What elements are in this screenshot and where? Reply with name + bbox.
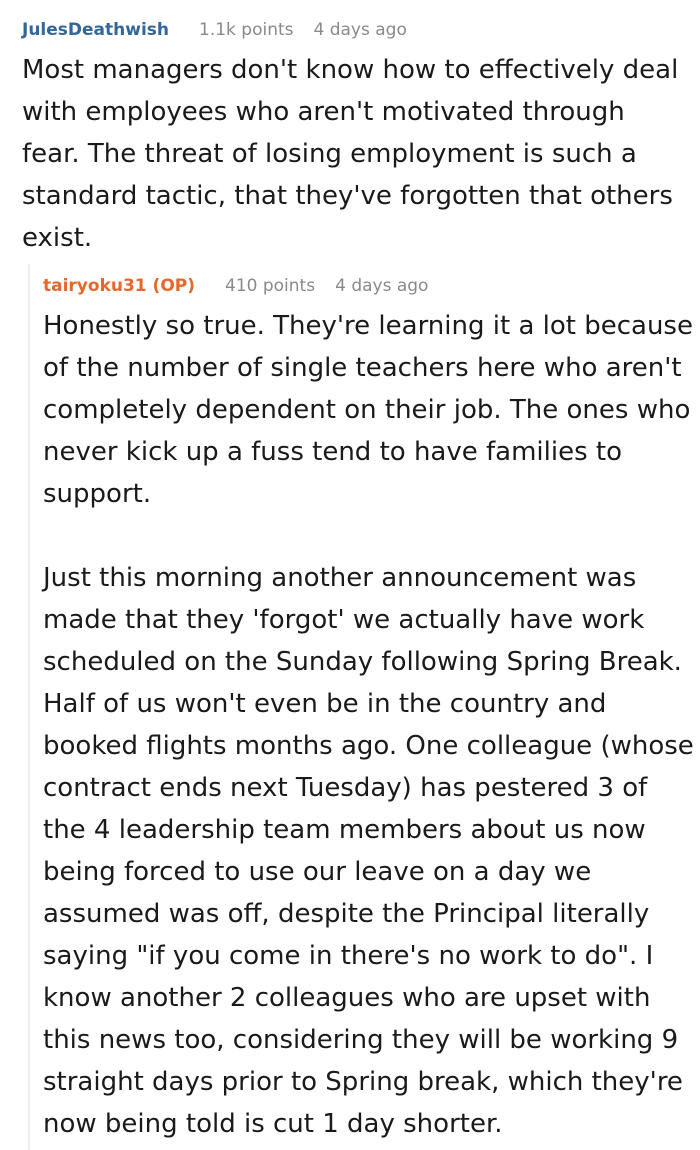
comment-top [22,14,682,259]
comment-meta [43,270,695,302]
thread-line[interactable] [28,264,30,1150]
comment-meta [22,14,682,46]
comment-points: 410 points [225,276,316,296]
comment-body [22,49,682,259]
comment-author-link[interactable]: tairyoku31 (OP) [43,276,196,296]
comment-reply [43,270,695,1145]
comment-paragraph: Most managers don't know how to effectively deal with employees who aren't motivated through fear. The threat of losing employment is such a standard tactic, that they've forgotten that others exist. [22,55,679,253]
comment-paragraph: Honestly so true. They're learning it a lot because of the number of single teachers here who aren't completely dependent on their job. The ones who never kick up a fuss tend to have families to support. [43,311,693,509]
comment-body [43,305,695,1145]
comment-timestamp: 4 days ago [313,20,407,40]
comment-author-link[interactable]: JulesDeathwish [22,20,169,40]
comment-timestamp: 4 days ago [335,276,429,296]
comment-points: 1.1k points [199,20,294,40]
comment-paragraph: Just this morning another announcement was made that they 'forgot' we actually have work scheduled on the Sunday following Spring Break. Half of us won't even be in the country and booked flights months ago. One colleague (whose contract ends next Tuesday) has pestered 3 of the 4 leadership team members about us now being forced to use our leave on a day we assumed was off, despite the Principal literally saying "if you come in there's no work to do". I know another 2 colleagues who are upset with this news too, considering they will be working 9 straight days prior to Spring break, which they're now being told is cut 1 day shorter. [43,563,694,1139]
